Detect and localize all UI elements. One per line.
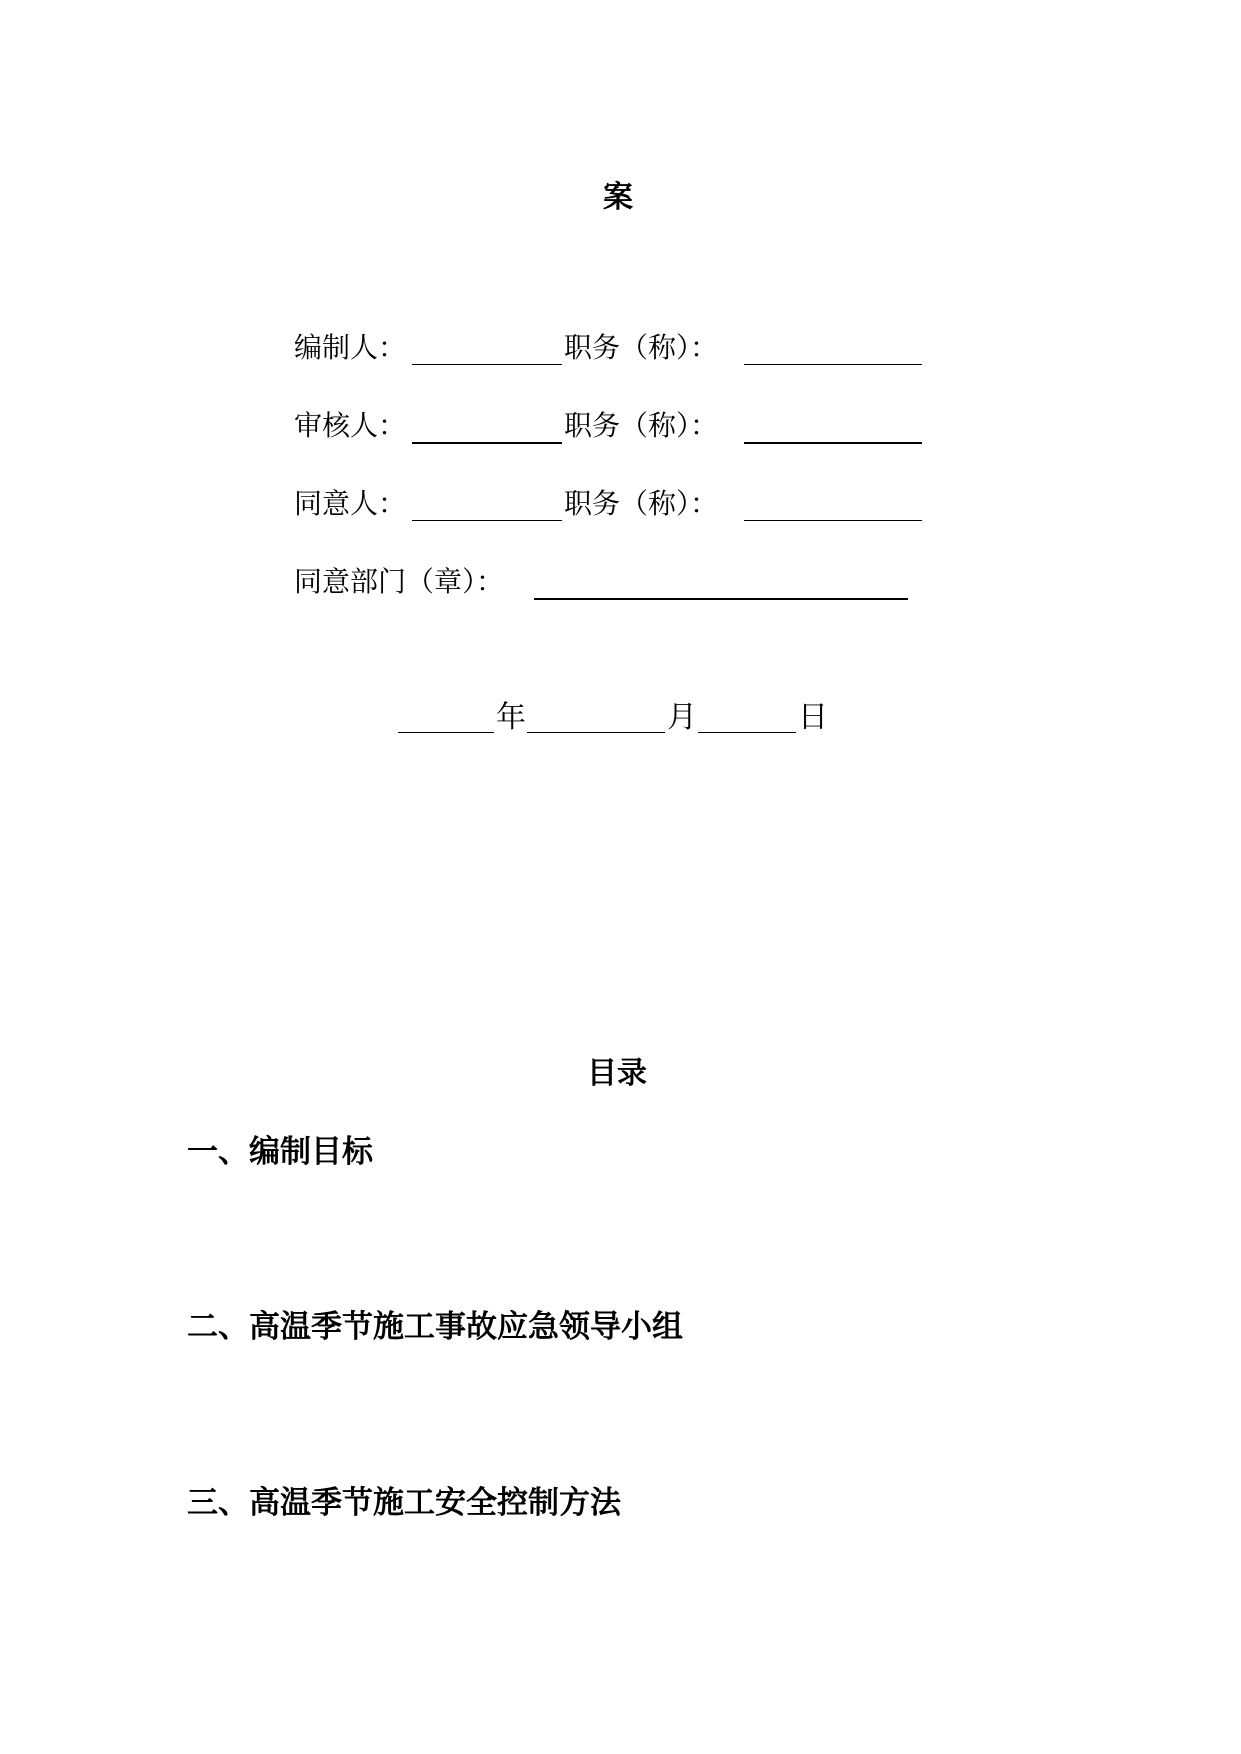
compiler-position-line[interactable] <box>744 364 922 365</box>
signature-row-compiler <box>294 328 934 368</box>
date-line <box>0 696 1241 740</box>
day-label: 日 <box>798 700 828 735</box>
toc-item-1[interactable]: 一、编制目标 <box>187 1134 373 1170</box>
toc-title: 目录 <box>587 1056 647 1091</box>
reviewer-position-label: 职务（称）： <box>564 409 719 442</box>
compiler-name-line[interactable] <box>412 364 562 365</box>
month-label: 月 <box>667 700 697 735</box>
signature-row-reviewer <box>294 406 934 446</box>
reviewer-label: 审核人： <box>294 409 407 442</box>
approver-label: 同意人： <box>294 487 407 520</box>
year-blank-line[interactable] <box>398 732 494 733</box>
approver-position-line[interactable] <box>744 520 922 521</box>
compiler-position-label: 职务（称）： <box>564 331 719 364</box>
year-label: 年 <box>496 700 526 735</box>
cover-title: 案 <box>603 180 633 215</box>
toc-item-3[interactable]: 三、高温季节施工安全控制方法 <box>187 1485 621 1521</box>
reviewer-name-line[interactable] <box>412 442 562 444</box>
approver-name-line[interactable] <box>412 520 562 521</box>
department-label: 同意部门（章）： <box>294 565 505 598</box>
department-stamp-line[interactable] <box>534 598 908 600</box>
day-blank-line[interactable] <box>698 732 796 733</box>
reviewer-position-line[interactable] <box>744 442 922 444</box>
month-blank-line[interactable] <box>527 732 665 733</box>
toc-item-2[interactable]: 二、高温季节施工事故应急领导小组 <box>187 1309 683 1345</box>
signature-row-approver <box>294 484 934 524</box>
compiler-label: 编制人： <box>294 331 407 364</box>
signature-row-department <box>294 562 934 602</box>
approver-position-label: 职务（称）： <box>564 487 719 520</box>
